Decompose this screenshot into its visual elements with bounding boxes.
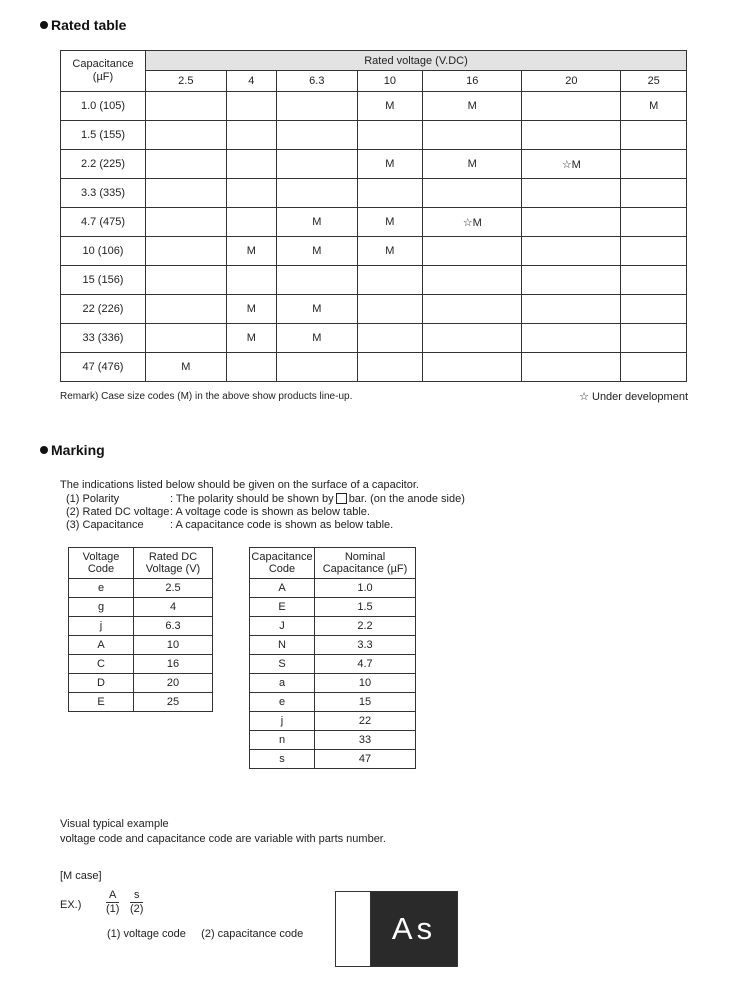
- table-row: [61, 266, 687, 295]
- case-code-cell: [226, 266, 276, 295]
- rated-table-heading: [40, 17, 126, 33]
- marking-item: [66, 519, 465, 532]
- code-table-cell: 33: [315, 731, 416, 750]
- voltage-column-header: 20: [522, 71, 621, 92]
- capacitor-marking-illustration: [335, 891, 458, 967]
- case-code-cell: [276, 150, 357, 179]
- case-code-cell: [621, 121, 687, 150]
- case-code-cell: [522, 353, 621, 382]
- table-row: [61, 324, 687, 353]
- voltage-column-header: 6.3: [276, 71, 357, 92]
- case-code-cell: [621, 237, 687, 266]
- case-code-cell: [357, 353, 423, 382]
- capacitance-code-row: [250, 712, 416, 731]
- voltage-code-row: [69, 579, 213, 598]
- code-table-header: [134, 548, 213, 579]
- case-code-cell: [522, 92, 621, 121]
- capacitance-header-line2: (µF): [92, 71, 114, 83]
- capacitance-cell: 47 (476): [61, 353, 146, 382]
- code-table-cell: S: [250, 655, 315, 674]
- code-table-cell: 4.7: [315, 655, 416, 674]
- case-code-cell: [522, 266, 621, 295]
- case-code-cell: M: [357, 208, 423, 237]
- case-code-cell: M: [226, 295, 276, 324]
- marking-item-desc: : A voltage code is shown as below table.: [170, 506, 370, 518]
- case-code-cell: [226, 353, 276, 382]
- bullet-icon: [40, 446, 48, 454]
- case-code-cell: [357, 266, 423, 295]
- capacitance-code-row: [250, 731, 416, 750]
- table-row: [61, 353, 687, 382]
- code-table-cell: 6.3: [134, 617, 213, 636]
- case-code-cell: [226, 208, 276, 237]
- example-capacitance-code-letter: s: [130, 889, 143, 903]
- header-line: Nominal: [344, 551, 386, 563]
- example-label: EX.): [60, 899, 82, 911]
- under-development-note: ☆ Under development: [579, 391, 688, 403]
- header-line: Rated DC: [148, 551, 198, 563]
- table-row: [61, 92, 687, 121]
- case-code-cell: M: [423, 150, 522, 179]
- marking-item: [66, 493, 465, 506]
- case-code-cell: [522, 295, 621, 324]
- marking-items: [66, 493, 465, 532]
- case-code-cell: [423, 324, 522, 353]
- case-code-cell: [146, 150, 227, 179]
- marking-item-desc: : A capacitance code is shown as below table.: [170, 519, 394, 531]
- code-table-header: [69, 548, 134, 579]
- capacitance-header-line1: Capacitance: [72, 58, 134, 70]
- rated-table-title: Rated table: [51, 17, 127, 33]
- voltage-column-header: 16: [423, 71, 522, 92]
- voltage-code-row: [69, 693, 213, 712]
- code-table-header: [315, 548, 416, 579]
- code-table-cell: n: [250, 731, 315, 750]
- marking-item-label: (1) Polarity: [66, 493, 120, 505]
- header-line: Voltage (V): [145, 563, 201, 575]
- example-legend: (1) voltage code (2) capacitance code: [107, 928, 304, 940]
- case-code-cell: M: [146, 353, 227, 382]
- marking-item-desc: : The polarity should be shown by: [170, 493, 334, 505]
- anode-polarity-bar: [336, 892, 371, 966]
- marking-intro: The indications listed below should be given on the surface of a capacitor.: [60, 479, 419, 491]
- marking-item-label: (3) Capacitance: [66, 519, 144, 531]
- case-code-cell: [226, 150, 276, 179]
- capacitance-header: [61, 51, 146, 92]
- remark-note: Remark) Case size codes (M) in the above show products line-up.: [60, 391, 353, 402]
- case-code-cell: [146, 237, 227, 266]
- code-table-cell: 20: [134, 674, 213, 693]
- capacitance-cell: 2.2 (225): [61, 150, 146, 179]
- capacitance-code-row: [250, 579, 416, 598]
- case-code-cell: [621, 179, 687, 208]
- code-table-cell: E: [69, 693, 134, 712]
- case-code-cell: [423, 179, 522, 208]
- code-table-cell: s: [250, 750, 315, 769]
- rated-table: [60, 50, 687, 382]
- case-code-cell: [276, 92, 357, 121]
- capacitance-code-row: [250, 636, 416, 655]
- code-table-cell: 3.3: [315, 636, 416, 655]
- marking-item-text: [170, 506, 370, 519]
- capacitance-cell: 1.0 (105): [61, 92, 146, 121]
- case-code-cell: [146, 208, 227, 237]
- square-symbol-icon: [336, 493, 347, 504]
- code-table-cell: N: [250, 636, 315, 655]
- voltage-code-row: [69, 617, 213, 636]
- case-code-cell: [226, 92, 276, 121]
- table-row: [61, 150, 687, 179]
- example-voltage-code: [106, 889, 119, 916]
- case-code-cell: [146, 92, 227, 121]
- code-table-header: [250, 548, 315, 579]
- case-code-cell: ☆M: [423, 208, 522, 237]
- case-code-cell: [357, 121, 423, 150]
- code-table-cell: 25: [134, 693, 213, 712]
- code-table-cell: 47: [315, 750, 416, 769]
- code-table-cell: 1.5: [315, 598, 416, 617]
- case-label: [M case]: [60, 870, 102, 882]
- case-code-cell: [276, 179, 357, 208]
- case-code-cell: M: [357, 92, 423, 121]
- case-code-cell: M: [226, 237, 276, 266]
- case-code-cell: [423, 295, 522, 324]
- capacitance-code-table: [249, 547, 416, 769]
- voltage-code-row: [69, 655, 213, 674]
- voltage-code-row: [69, 636, 213, 655]
- marking-item-text: [170, 493, 465, 506]
- code-table-cell: C: [69, 655, 134, 674]
- marking-item-label: (2) Rated DC voltage: [66, 506, 170, 518]
- case-code-cell: M: [357, 150, 423, 179]
- code-table-cell: j: [69, 617, 134, 636]
- marking-code-text: As: [391, 911, 437, 946]
- code-table-cell: J: [250, 617, 315, 636]
- case-code-cell: ☆M: [522, 150, 621, 179]
- case-code-cell: M: [423, 92, 522, 121]
- case-code-cell: [423, 121, 522, 150]
- voltage-column-header: 4: [226, 71, 276, 92]
- case-code-cell: [276, 353, 357, 382]
- capacitance-code-row: [250, 693, 416, 712]
- code-table-cell: 22: [315, 712, 416, 731]
- rated-voltage-header: Rated voltage (V.DC): [146, 51, 687, 71]
- visual-example-title: Visual typical example: [60, 818, 169, 830]
- case-code-cell: [357, 295, 423, 324]
- marking-item: [66, 506, 465, 519]
- marking-title: Marking: [51, 442, 105, 458]
- header-line: Capacitance: [251, 551, 313, 563]
- case-code-cell: M: [276, 237, 357, 266]
- code-table-cell: 10: [315, 674, 416, 693]
- capacitance-code-row: [250, 617, 416, 636]
- case-code-cell: [357, 179, 423, 208]
- case-code-cell: [522, 324, 621, 353]
- case-code-cell: [146, 179, 227, 208]
- example-capacitance-code: [130, 889, 143, 916]
- marking-heading: [40, 442, 105, 458]
- case-code-cell: [621, 208, 687, 237]
- example-capacitance-code-index: (2): [130, 903, 144, 915]
- code-table-cell: 4: [134, 598, 213, 617]
- case-code-cell: [146, 295, 227, 324]
- capacitance-code-row: [250, 674, 416, 693]
- code-table-cell: A: [250, 579, 315, 598]
- marking-item-desc-after: bar. (on the anode side): [348, 493, 465, 505]
- case-code-cell: [423, 353, 522, 382]
- case-code-cell: [146, 121, 227, 150]
- case-code-cell: M: [226, 324, 276, 353]
- capacitance-cell: 33 (336): [61, 324, 146, 353]
- capacitance-cell: 4.7 (475): [61, 208, 146, 237]
- case-code-cell: [146, 266, 227, 295]
- code-table-cell: g: [69, 598, 134, 617]
- case-code-cell: [276, 121, 357, 150]
- code-table-cell: 2.2: [315, 617, 416, 636]
- case-code-cell: M: [621, 92, 687, 121]
- case-code-cell: [423, 266, 522, 295]
- code-table-cell: A: [69, 636, 134, 655]
- code-table-cell: 16: [134, 655, 213, 674]
- code-table-cell: 1.0: [315, 579, 416, 598]
- capacitance-cell: 3.3 (335): [61, 179, 146, 208]
- case-code-cell: [226, 179, 276, 208]
- header-line: Code: [87, 563, 115, 575]
- case-code-cell: [621, 324, 687, 353]
- code-table-cell: 15: [315, 693, 416, 712]
- voltage-column-header: 2.5: [146, 71, 227, 92]
- table-row: [61, 179, 687, 208]
- capacitance-code-row: [250, 655, 416, 674]
- case-code-cell: M: [276, 208, 357, 237]
- case-code-cell: [522, 179, 621, 208]
- case-code-cell: [226, 121, 276, 150]
- case-code-cell: M: [357, 237, 423, 266]
- case-code-cell: [276, 266, 357, 295]
- voltage-code-row: [69, 598, 213, 617]
- code-table-cell: 2.5: [134, 579, 213, 598]
- visual-example-note: voltage code and capacitance code are variable with parts number.: [60, 833, 386, 845]
- capacitance-cell: 1.5 (155): [61, 121, 146, 150]
- case-code-cell: [621, 150, 687, 179]
- case-code-cell: [621, 266, 687, 295]
- code-table-cell: E: [250, 598, 315, 617]
- case-code-cell: [423, 237, 522, 266]
- capacitance-cell: 15 (156): [61, 266, 146, 295]
- code-table-cell: a: [250, 674, 315, 693]
- capacitance-cell: 22 (226): [61, 295, 146, 324]
- table-row: [61, 208, 687, 237]
- marking-item-text: [170, 519, 393, 532]
- voltage-column-header: 25: [621, 71, 687, 92]
- code-table-cell: j: [250, 712, 315, 731]
- table-row: [61, 237, 687, 266]
- code-table-cell: 10: [134, 636, 213, 655]
- case-code-cell: [146, 324, 227, 353]
- example-voltage-code-letter: A: [106, 889, 119, 903]
- case-code-cell: [522, 121, 621, 150]
- header-line: Voltage: [82, 551, 120, 563]
- voltage-column-header: 10: [357, 71, 423, 92]
- example-voltage-code-index: (1): [106, 903, 120, 915]
- code-table-cell: e: [69, 579, 134, 598]
- case-code-cell: M: [276, 295, 357, 324]
- bullet-icon: [40, 21, 48, 29]
- code-table-cell: e: [250, 693, 315, 712]
- table-row: [61, 295, 687, 324]
- capacitance-cell: 10 (106): [61, 237, 146, 266]
- voltage-code-table: [68, 547, 213, 712]
- capacitance-code-row: [250, 750, 416, 769]
- table-row: [61, 121, 687, 150]
- case-code-cell: [357, 324, 423, 353]
- case-code-cell: [522, 208, 621, 237]
- header-line: Capacitance (µF): [322, 563, 408, 575]
- code-table-cell: D: [69, 674, 134, 693]
- voltage-code-row: [69, 674, 213, 693]
- marking-code-area: [371, 892, 457, 966]
- case-code-cell: M: [276, 324, 357, 353]
- case-code-cell: [522, 237, 621, 266]
- case-code-cell: [621, 353, 687, 382]
- header-line: Code: [268, 563, 296, 575]
- case-code-cell: [621, 295, 687, 324]
- capacitance-code-row: [250, 598, 416, 617]
